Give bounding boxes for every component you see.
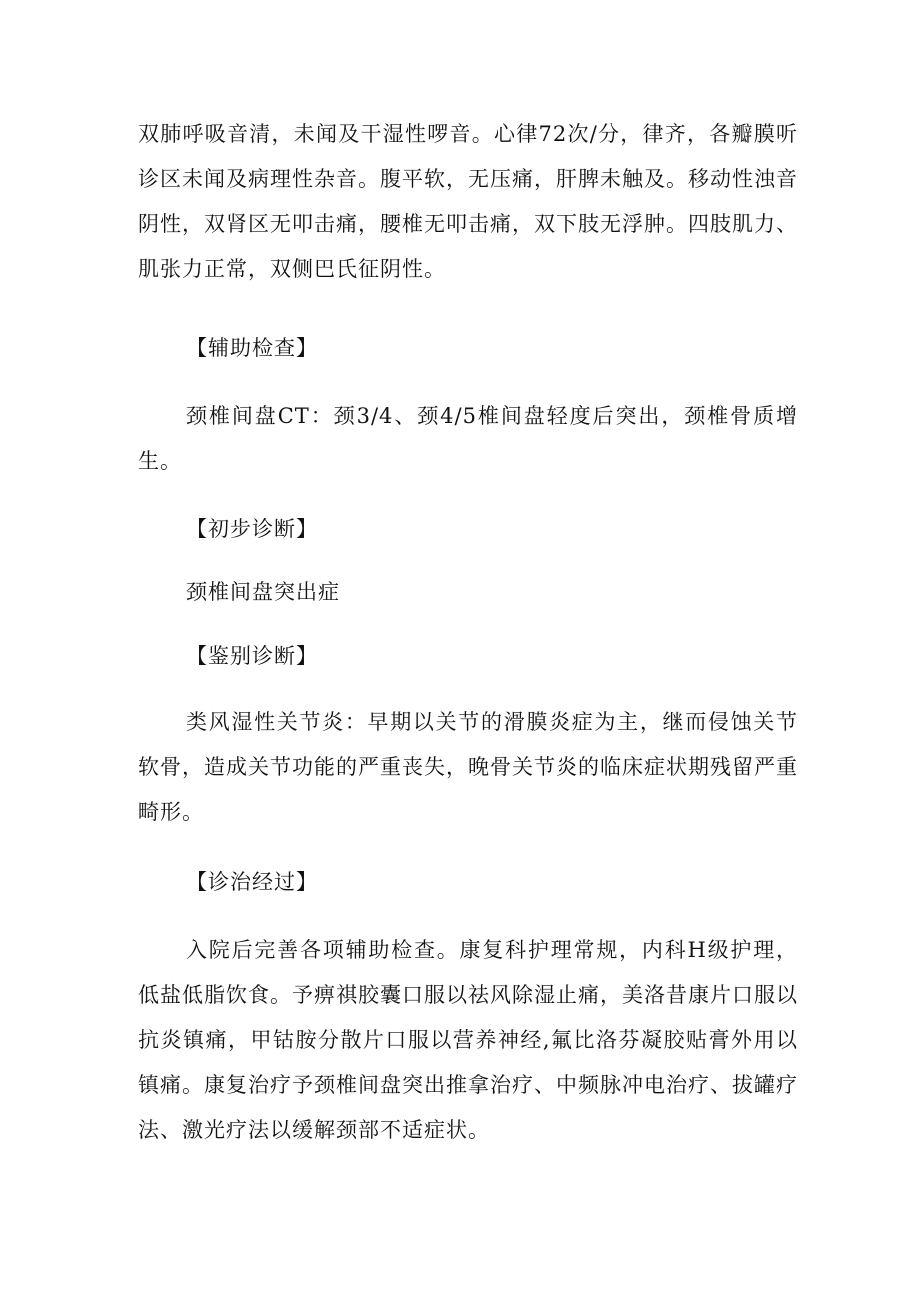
auxiliary-exam-heading: 【辅助检查】 — [186, 336, 318, 360]
physical-exam-paragraph: 双肺呼吸音清，未闻及干湿性啰音。心律72次/分，律齐，各瓣膜听诊区未闻及病理性杂音。腹平软，无压痛，肝脾未触及。移动性浊音阴性，双肾区无叩击痛，腰椎无叩击痛，双下肢无浮肿。四肢肌力、肌张力正常，双侧巴氏征阴性。 — [138, 122, 798, 281]
differential-diagnosis-paragraph: 类风湿性关节炎：早期以关节的滑膜炎症为主，继而侵蚀关节软骨，造成关节功能的严重丧失，晚骨关节炎的临床症状期残留严重畸形。 — [138, 710, 798, 824]
auxiliary-exam-paragraph: 颈椎间盘CT：颈3/4、颈4/5椎间盘轻度后突出，颈椎骨质增生。 — [138, 404, 798, 473]
preliminary-diagnosis-heading: 【初步诊断】 — [186, 517, 318, 541]
treatment-course-heading: 【诊治经过】 — [186, 870, 318, 894]
preliminary-diagnosis-paragraph: 颈椎间盘突出症 — [186, 580, 340, 604]
differential-diagnosis-heading: 【鉴别诊断】 — [186, 644, 318, 668]
treatment-course-paragraph: 入院后完善各项辅助检查。康复科护理常规，内科H级护理，低盐低脂饮食。予痹祺胶囊口服以祛风除湿止痛，美洛昔康片口服以抗炎镇痛，甲钴胺分散片口服以营养神经,氟比洛芬凝胶贴膏外用以镇痛。康复治疗予颈椎间盘突出推拿治疗、中频脉冲电治疗、拔罐疗法、激光疗法以缓解颈部不适症状。 — [138, 938, 798, 1142]
